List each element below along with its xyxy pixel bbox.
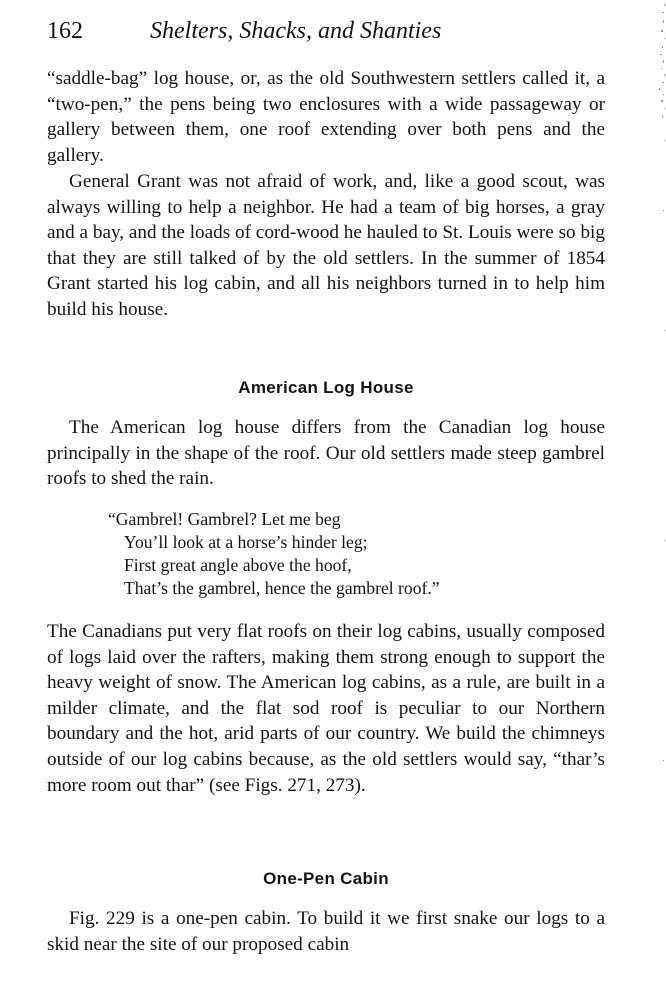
scan-edge-noise	[658, 0, 666, 1000]
running-title: Shelters, Shacks, and Shanties	[150, 18, 442, 44]
paragraph-american-log-house	[47, 415, 605, 492]
paragraph-one-pen-cabin	[47, 906, 605, 957]
paragraph-text: “saddle-bag” log house, or, as the old Southwestern settlers called it, a “two-pen,” the pens being two enclosures with a wide passageway or gallery between them, one roof extending over both pens and the gallery.	[47, 68, 605, 166]
paragraph-general-grant	[47, 169, 605, 323]
verse-line: First great angle above the hoof,	[124, 555, 352, 575]
gambrel-verse	[108, 508, 588, 600]
verse-line: “Gambrel! Gambrel? Let me beg	[108, 509, 341, 529]
page-number: 162	[47, 18, 83, 44]
paragraph-saddle-bag-continuation	[47, 66, 605, 168]
section-heading-american-log-house: American Log House	[238, 378, 414, 397]
verse-line: You’ll look at a horse’s hinder leg;	[124, 532, 368, 552]
paragraph-text: Fig. 229 is a one-pen cabin. To build it we first snake our logs to a skid near the site of our proposed cabin	[47, 908, 605, 955]
section-heading-one-pen-cabin: One-Pen Cabin	[263, 869, 389, 888]
verse-line: That’s the gambrel, hence the gambrel roof.”	[124, 578, 440, 598]
paragraph-text: The Canadians put very flat roofs on their log cabins, usually composed of logs laid over the rafters, making them strong enough to support the heavy weight of snow. The American log cabins, as a rule, are built in a milder climate, and the flat sod roof is peculiar to our Northern boundary and the hot, arid parts of our country. We build the chimneys outside of our log cabins because, as the old settlers would say, “thar’s more room out thar” (see Figs. 271, 273).	[47, 621, 605, 796]
paragraph-canadian-roofs	[47, 619, 605, 798]
paragraph-text: General Grant was not afraid of work, and, like a good scout, was always willing to help a neighbor. He had a team of big horses, a gray and a bay, and the loads of cord-wood he hauled to St. Louis were so big that they are still talked of by the old settlers. In the summer of 1854 Grant started his log cabin, and all his neighbors turned in to help him build his house.	[47, 171, 605, 320]
page-header	[47, 14, 607, 48]
paragraph-text: The American log house differs from the Canadian log house principally in the shape of the roof. Our old settlers made steep gambrel roofs to shed the rain.	[47, 417, 605, 490]
